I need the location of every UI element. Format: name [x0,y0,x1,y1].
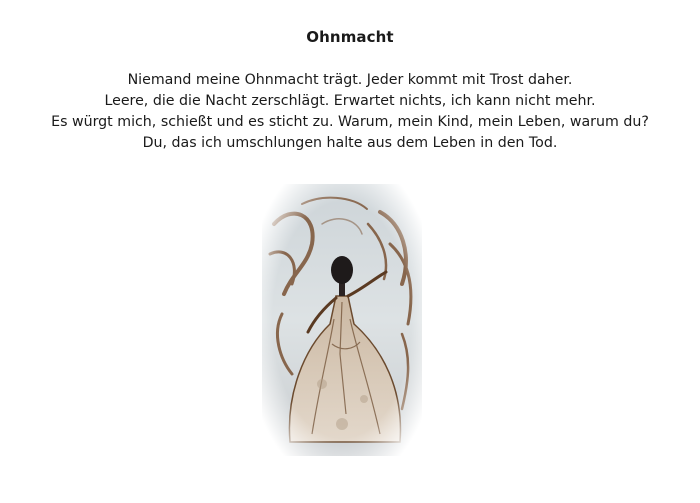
poem-title: Ohnmacht [306,28,394,46]
poem-text [0,70,700,154]
poem-line: Leere, die die Nacht zerschlägt. Erwartet nichts, ich kann nicht mehr. [104,93,596,109]
artwork-image [262,184,422,456]
poem-line: Du, das ich umschlungen halte aus dem Leben in den Tod. [142,135,558,151]
poem-line: Es würgt mich, schießt und es sticht zu. Warum, mein Kind, mein Leben, warum du? [51,114,649,130]
poem-line: Niemand meine Ohnmacht trägt. Jeder kommt mit Trost daher. [127,72,573,88]
painting-icon [262,184,422,456]
